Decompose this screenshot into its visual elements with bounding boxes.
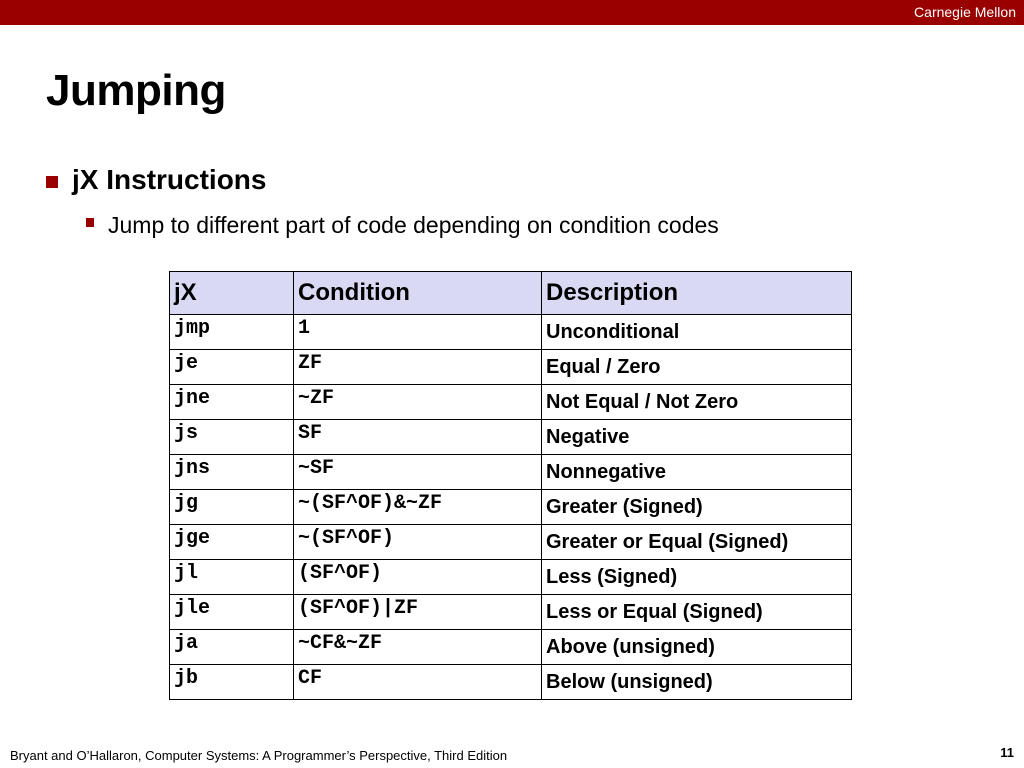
condition-cell-text: 1: [298, 316, 311, 340]
sub-bullet-item: [86, 212, 719, 239]
table-row: [170, 315, 852, 350]
condition-cell: [294, 420, 542, 455]
instruction-cell-text: jg: [174, 491, 199, 515]
column-header-condition: Condition: [294, 272, 542, 315]
condition-cell-text: ~(SF^OF): [298, 526, 395, 550]
description-cell: [542, 455, 852, 490]
condition-cell: [294, 490, 542, 525]
description-cell: [542, 385, 852, 420]
description-cell: [542, 560, 852, 595]
column-header-jx: jX: [170, 272, 294, 315]
instruction-cell: [170, 525, 294, 560]
table-row: [170, 560, 852, 595]
condition-cell-text: ~ZF: [298, 386, 335, 410]
instruction-cell-text: jl: [174, 561, 199, 585]
description-cell-text: Negative: [546, 425, 630, 448]
condition-cell-text: ~(SF^OF)&~ZF: [298, 491, 443, 515]
description-cell: [542, 315, 852, 350]
description-cell-text: Greater or Equal (Signed): [546, 530, 789, 553]
footer-citation: Bryant and O’Hallaron, Computer Systems: A Programmer’s Perspective, Third Edition: [10, 748, 508, 763]
instruction-cell: [170, 385, 294, 420]
table-row: [170, 385, 852, 420]
description-cell: [542, 525, 852, 560]
description-cell: [542, 490, 852, 525]
instruction-cell: [170, 315, 294, 350]
table-header-row: [170, 272, 852, 315]
table-row: [170, 420, 852, 455]
description-cell-text: Nonnegative: [546, 460, 667, 483]
jump-instructions-table: [169, 271, 852, 700]
instruction-cell: [170, 665, 294, 700]
condition-cell: [294, 630, 542, 665]
sub-bullet-text: Jump to different part of code depending on condition codes: [108, 212, 719, 238]
table-row: [170, 630, 852, 665]
institution-name: Carnegie Mellon: [914, 4, 1016, 20]
table-row: [170, 595, 852, 630]
table-row: [170, 455, 852, 490]
condition-cell: [294, 525, 542, 560]
instruction-cell: [170, 420, 294, 455]
instruction-cell-text: jb: [174, 666, 199, 690]
instruction-cell: [170, 455, 294, 490]
description-cell-text: Greater (Signed): [546, 495, 703, 518]
description-cell-text: Below (unsigned): [546, 670, 713, 693]
condition-cell-text: SF: [298, 421, 323, 445]
description-cell-text: Not Equal / Not Zero: [546, 390, 739, 413]
instruction-cell: [170, 490, 294, 525]
condition-cell: [294, 350, 542, 385]
description-cell-text: Unconditional: [546, 320, 680, 343]
square-bullet-icon: [86, 218, 94, 227]
description-cell: [542, 595, 852, 630]
condition-cell-text: ~SF: [298, 456, 335, 480]
instruction-cell-text: jge: [174, 526, 211, 550]
condition-cell: [294, 665, 542, 700]
description-cell-text: Less (Signed): [546, 565, 678, 588]
description-cell: [542, 630, 852, 665]
column-header-description: Description: [542, 272, 852, 315]
condition-cell-text: (SF^OF)|ZF: [298, 596, 419, 620]
instruction-cell: [170, 630, 294, 665]
instruction-cell: [170, 560, 294, 595]
condition-cell-text: (SF^OF): [298, 561, 383, 585]
bullet-text: jX Instructions: [72, 164, 267, 195]
bullet-item: [46, 164, 266, 196]
condition-cell: [294, 560, 542, 595]
square-bullet-icon: [46, 176, 58, 188]
instruction-cell-text: ja: [174, 631, 199, 655]
instruction-cell-text: js: [174, 421, 199, 445]
description-cell: [542, 420, 852, 455]
instruction-cell-text: jmp: [174, 316, 211, 340]
condition-cell-text: ~CF&~ZF: [298, 631, 383, 655]
description-cell-text: Equal / Zero: [546, 355, 661, 378]
page-number: 11: [1000, 745, 1014, 760]
instruction-cell: [170, 595, 294, 630]
description-cell-text: Above (unsigned): [546, 635, 715, 658]
description-cell: [542, 665, 852, 700]
instruction-cell-text: jns: [174, 456, 211, 480]
instruction-cell-text: jne: [174, 386, 211, 410]
description-cell-text: Less or Equal (Signed): [546, 600, 763, 623]
condition-cell: [294, 595, 542, 630]
table-row: [170, 525, 852, 560]
header-bar: [0, 0, 1024, 25]
condition-cell-text: CF: [298, 666, 323, 690]
description-cell: [542, 350, 852, 385]
table-row: [170, 490, 852, 525]
table-row: [170, 350, 852, 385]
page-title: Jumping: [46, 66, 226, 115]
table-row: [170, 665, 852, 700]
instruction-cell-text: je: [174, 351, 199, 375]
condition-cell-text: ZF: [298, 351, 323, 375]
instruction-cell-text: jle: [174, 596, 211, 620]
instruction-cell: [170, 350, 294, 385]
condition-cell: [294, 455, 542, 490]
condition-cell: [294, 315, 542, 350]
condition-cell: [294, 385, 542, 420]
